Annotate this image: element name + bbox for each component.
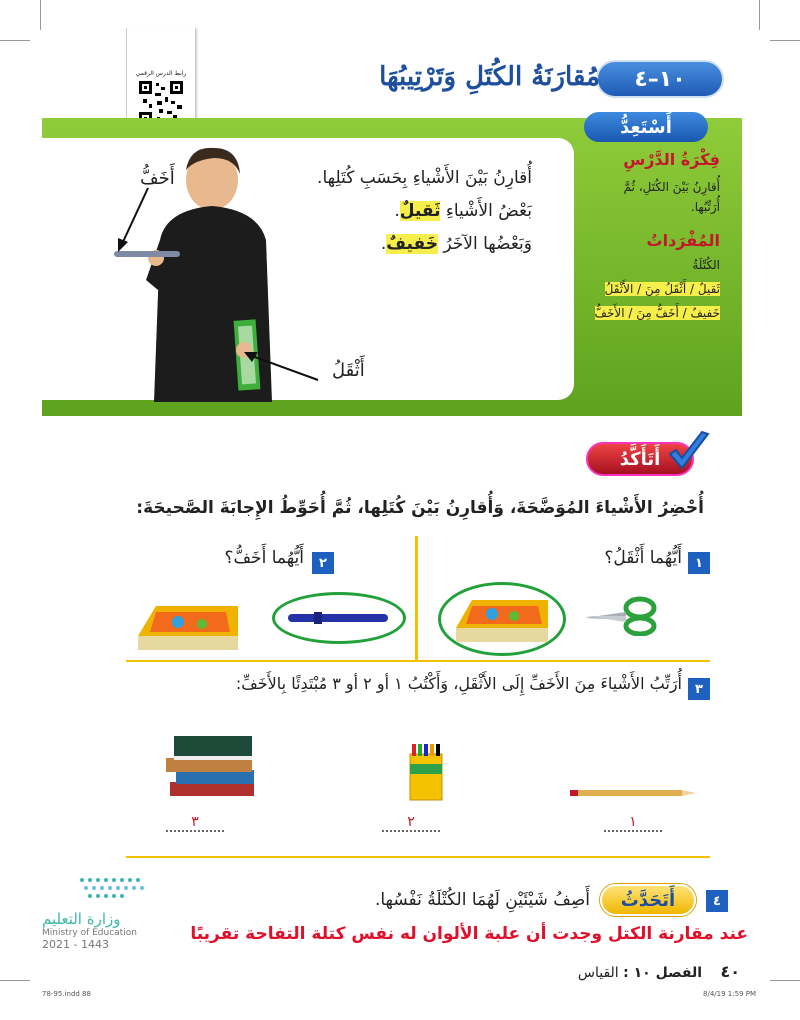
qr-caption: رابط الدرس الرقمي [135, 70, 187, 77]
vocab-item: الكُتْلَةُ [692, 258, 720, 272]
checkmark-icon [666, 430, 710, 474]
intro-line: بَعْضُ الأَشْياءِ ثَقيلٌ. [394, 201, 532, 221]
pencil-illustration [570, 786, 698, 800]
heavier-arrow-icon [238, 350, 322, 384]
intro-line-prefix: بَعْضُ الأَشْياءِ [440, 201, 532, 221]
check-badge: أَتَأَكَّدُ [586, 442, 694, 476]
word-light: خَفيفٌ [386, 234, 438, 254]
page-number: ٤٠ [720, 962, 740, 981]
answer-value: ٣ [191, 814, 199, 830]
books-stack-illustration [164, 726, 264, 800]
chapter-label: الفصل ١٠ : [623, 965, 703, 981]
intro-text [317, 162, 532, 261]
answer-line [604, 830, 662, 832]
word-heavy: ثَقيلٌ [399, 201, 441, 221]
marker-illustration [288, 610, 392, 626]
vocab-item: ثَقيلٌ / أَثْقَلُ مِنَ / الأَثْقَلُ [604, 282, 720, 296]
ministry-name-ar: وزارة التعليم [42, 910, 121, 928]
check-instruction: أُحْضِرُ الأَشْياءَ المُوَضَّحَةَ، وَأُقارِنُ بَيْنَ كُتَلِها، ثُمَّ أُحَوِّطُ الإِجابَةَ الصَّحيحَةَ: [136, 498, 704, 518]
lesson-idea-title: فِكْرَةُ الدَّرْسِ [623, 150, 720, 169]
intro-line: وَبَعْضُها الآخَرُ خَفيفٌ. [380, 234, 532, 254]
label-heavier: أَثْقَلُ [332, 360, 365, 381]
chapter-name: القياس [577, 965, 619, 981]
question-number: ٢ [312, 552, 334, 574]
handwritten-answer[interactable]: عند مقارنة الكتل وجدت أن علبة الألوان له نفس كتلة التفاحة تقريبًا [190, 924, 748, 944]
divider-vertical [415, 536, 418, 660]
question-number: ١ [688, 552, 710, 574]
lighter-arrow-icon [112, 186, 152, 256]
question-text: أَيُّهُما أَخَفُّ؟ [224, 548, 304, 568]
intro-line: أُقارِنُ بَيْنَ الأَشْياءِ بِحَسَبِ كُتَلِها. [317, 168, 532, 188]
ministry-name-en: Ministry of Education [42, 928, 137, 938]
question-number: ٤ [706, 890, 728, 912]
answer-slot[interactable] [382, 814, 440, 832]
answer-value: ١ [629, 814, 637, 830]
book-illustration [134, 600, 242, 656]
vocab-item: خَفيفٌ / أَخَفُّ مِنَ / الأَخَفُّ [594, 306, 720, 320]
prepare-badge: أَسْتَعِدُّ [584, 112, 708, 142]
vocab-title: المُفْرَداتُ [646, 231, 720, 250]
crayon-box-illustration [408, 744, 444, 802]
answer-line [382, 830, 440, 832]
question-text: أُرَتِّبُ الأَشْياءَ مِنَ الأَخَفِّ إِلَى الأَثْقَلِ، وَأَكْتُبُ ١ أو ٢ أو ٣ مُبْتَدِئًا بِالأَخَفِّ: [235, 674, 682, 693]
scissors-illustration [582, 596, 666, 636]
lesson-title: مُقارَنَةُ الكُتَلِ وَتَرْتِيبُهَا [379, 62, 600, 92]
lesson-sidebar [592, 150, 720, 320]
lesson-number-badge [596, 60, 724, 98]
label-lighter: أَخَفُّ [140, 168, 175, 189]
slug-file: 78-95.indd 88 [42, 990, 91, 998]
intro-line-prefix: وَبَعْضُها الآخَرُ [437, 234, 532, 254]
ministry-logo [42, 876, 177, 951]
question-number: ٣ [688, 678, 710, 700]
question-text: أَصِفُ شَيْئَيْنِ لَهُمَا الكُتْلَةُ نَفْسُها. [374, 890, 590, 910]
answer-slot[interactable] [604, 814, 662, 832]
question-text: أَيُّهُما أَثْقَلُ؟ [604, 548, 682, 568]
divider-horizontal [126, 856, 710, 858]
lesson-idea-text: أُقارِنُ بَيْنَ الكُتَلِ، ثُمَّ أُرَتِّبُها. [623, 180, 720, 214]
answer-slot[interactable] [166, 814, 224, 832]
slug-date: 8/4/19 1:59 PM [703, 990, 756, 998]
answer-line [166, 830, 224, 832]
answer-value: ٢ [407, 814, 415, 830]
ministry-year: 2021 - 1443 [42, 938, 109, 951]
page-footer [578, 962, 740, 981]
divider-horizontal [126, 660, 710, 662]
book-illustration [452, 592, 552, 648]
lesson-number: ١٠–٤ [634, 66, 686, 92]
talk-badge: أَتَحَدَّثُ [600, 884, 696, 916]
ministry-dots-icon [72, 876, 172, 900]
